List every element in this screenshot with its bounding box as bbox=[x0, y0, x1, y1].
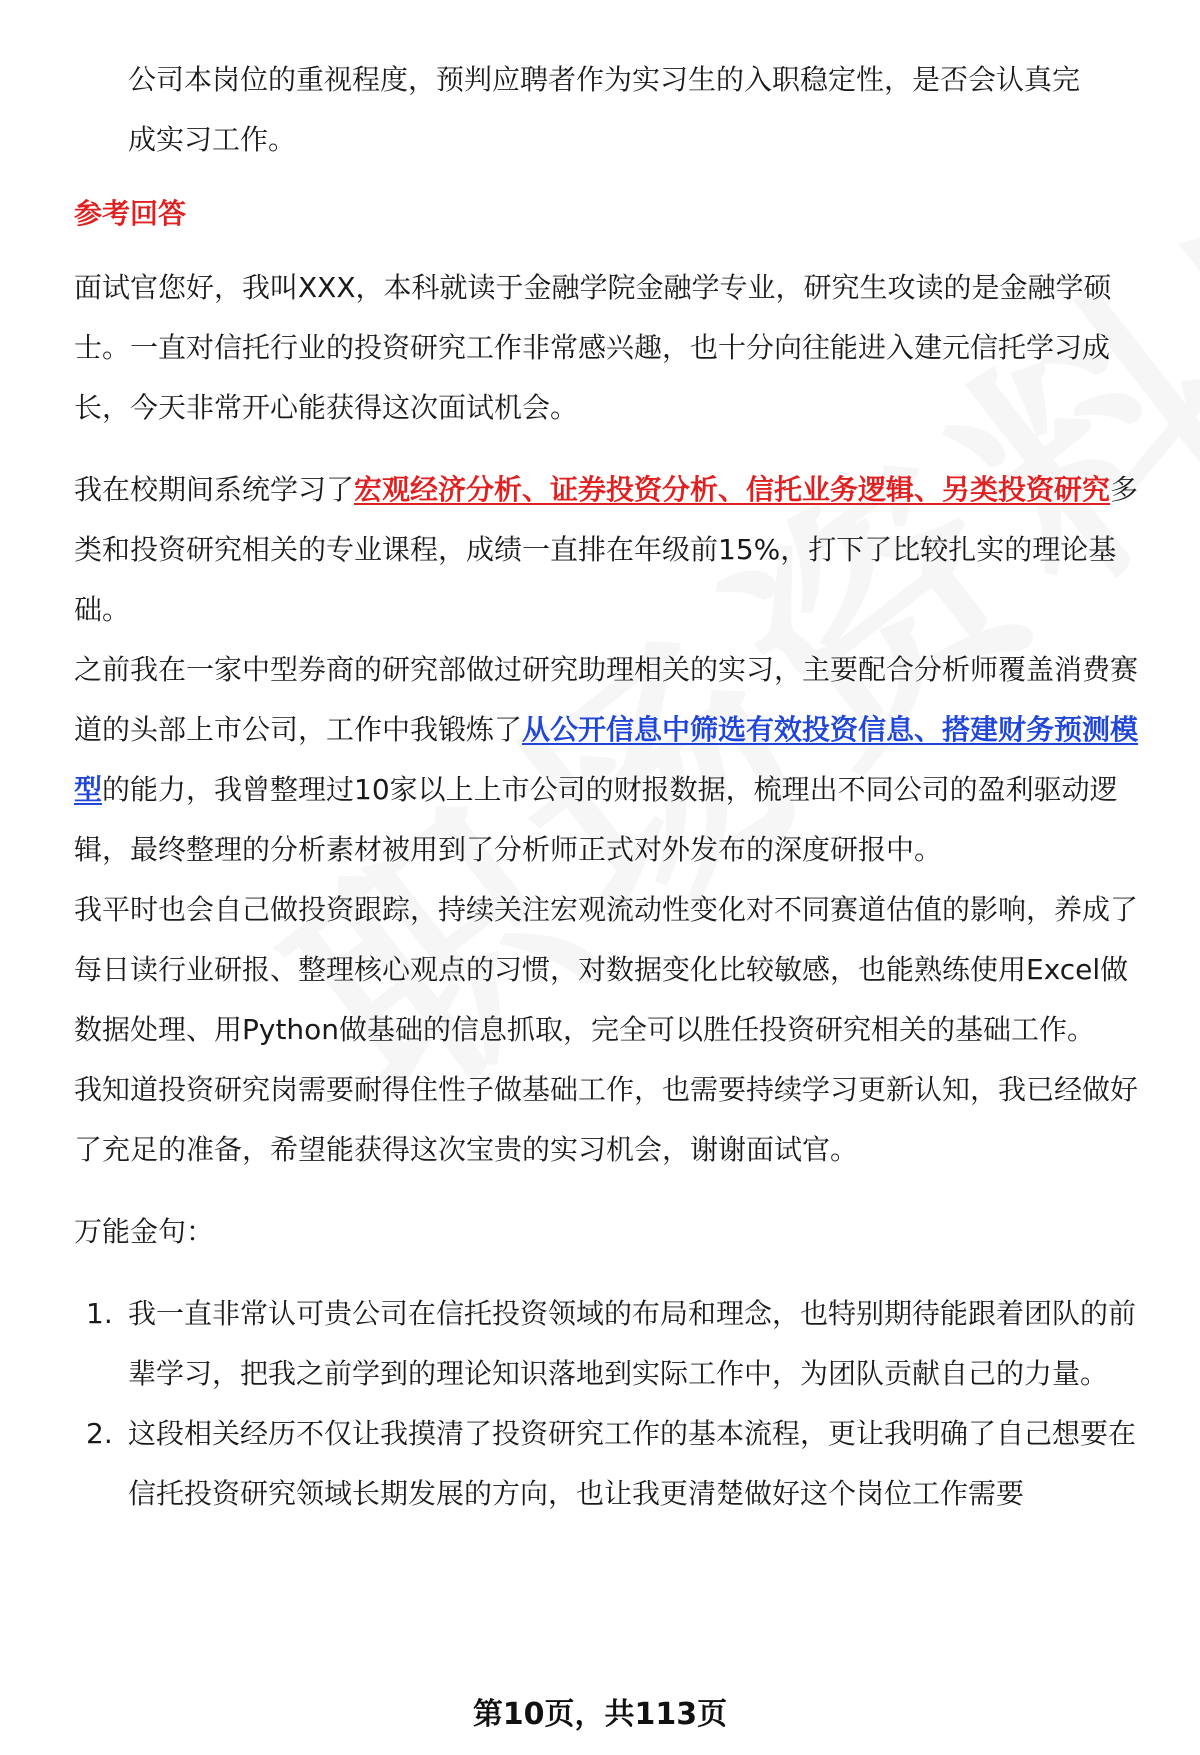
list-item bbox=[74, 1404, 1154, 1524]
study-highlight: 宏观经济分析、证券投资分析、信托业务逻辑、另类投资研究 bbox=[354, 473, 1111, 506]
golden-sentences-label: 万能金句： bbox=[74, 1215, 215, 1248]
study-text-after: 多类和投资研究相关的专业课程，成绩一直排在年级前15%，打下了比较扎实的理论基础。 bbox=[74, 473, 1139, 626]
paragraph-closing: 我知道投资研究岗需要耐得住性子做基础工作，也需要持续学习更新认知，我已经做好了充足的准备，希望能获得这次宝贵的实习机会，谢谢面试官。 bbox=[74, 1073, 1139, 1166]
intro-line-1: 公司本岗位的重视程度，预判应聘者作为实习生的入职稳定性，是否会认真完 bbox=[128, 63, 1081, 96]
page-footer: 第10页，共113页 bbox=[472, 1697, 728, 1732]
reference-heading: 参考回答 bbox=[74, 197, 187, 230]
intern-text-after: 的能力，我曾整理过10家以上上市公司的财报数据，梳理出不同公司的盈利驱动逻辑，最终整理的分析素材被用到了分析师正式对外发布的深度研报中。 bbox=[74, 773, 1118, 866]
golden-sentences-list bbox=[74, 1284, 1154, 1524]
list-item bbox=[74, 1284, 1154, 1404]
list-item-text: 我一直非常认可贵公司在信托投资领域的布局和理念，也特别期待能跟着团队的前辈学习，把我之前学到的理论知识落地到实际工作中，为团队贡献自己的力量。 bbox=[128, 1297, 1137, 1390]
list-item-number: 1. bbox=[86, 1297, 113, 1330]
paragraph-intro: 面试官您好，我叫XXX，本科就读于金融学院金融学专业，研究生攻读的是金融学硕士。一直对信托行业的投资研究工作非常感兴趣，也十分向往能进入建元信托学习成长，今天非常开心能获得这次面试机会。 bbox=[74, 271, 1112, 424]
list-item-text: 这段相关经历不仅让我摸清了投资研究工作的基本流程，更让我明确了自己想要在信托投资研究领域长期发展的方向，也让我更清楚做好这个岗位工作需要 bbox=[128, 1417, 1137, 1510]
intro-continuation bbox=[74, 50, 1154, 170]
study-text-before: 我在校期间系统学习了 bbox=[74, 473, 355, 506]
intern-text-before: 之前我在一家中型券商的研究部做过研究助理相关的实习，主要配合分析师覆盖消费赛道的头部上市公司，工作中我锻炼了 bbox=[74, 653, 1139, 746]
paragraph-habit: 我平时也会自己做投资跟踪，持续关注宏观流动性变化对不同赛道估值的影响，养成了每日读行业研报、整理核心观点的习惯，对数据变化比较敏感，也能熟练使用Excel做数据处理、用Python做基础的信息抓取，完全可以胜任投资研究相关的基础工作。 bbox=[74, 893, 1139, 1046]
page-content bbox=[74, 50, 1154, 1524]
paragraph-study bbox=[74, 460, 1154, 640]
intern-highlight: 从公开信息中筛选有效投资信息、搭建财务预测模型 bbox=[74, 713, 1139, 806]
intro-line-2: 成实习工作。 bbox=[128, 123, 297, 156]
paragraph-internship bbox=[74, 640, 1154, 880]
list-item-number: 2. bbox=[86, 1417, 113, 1450]
